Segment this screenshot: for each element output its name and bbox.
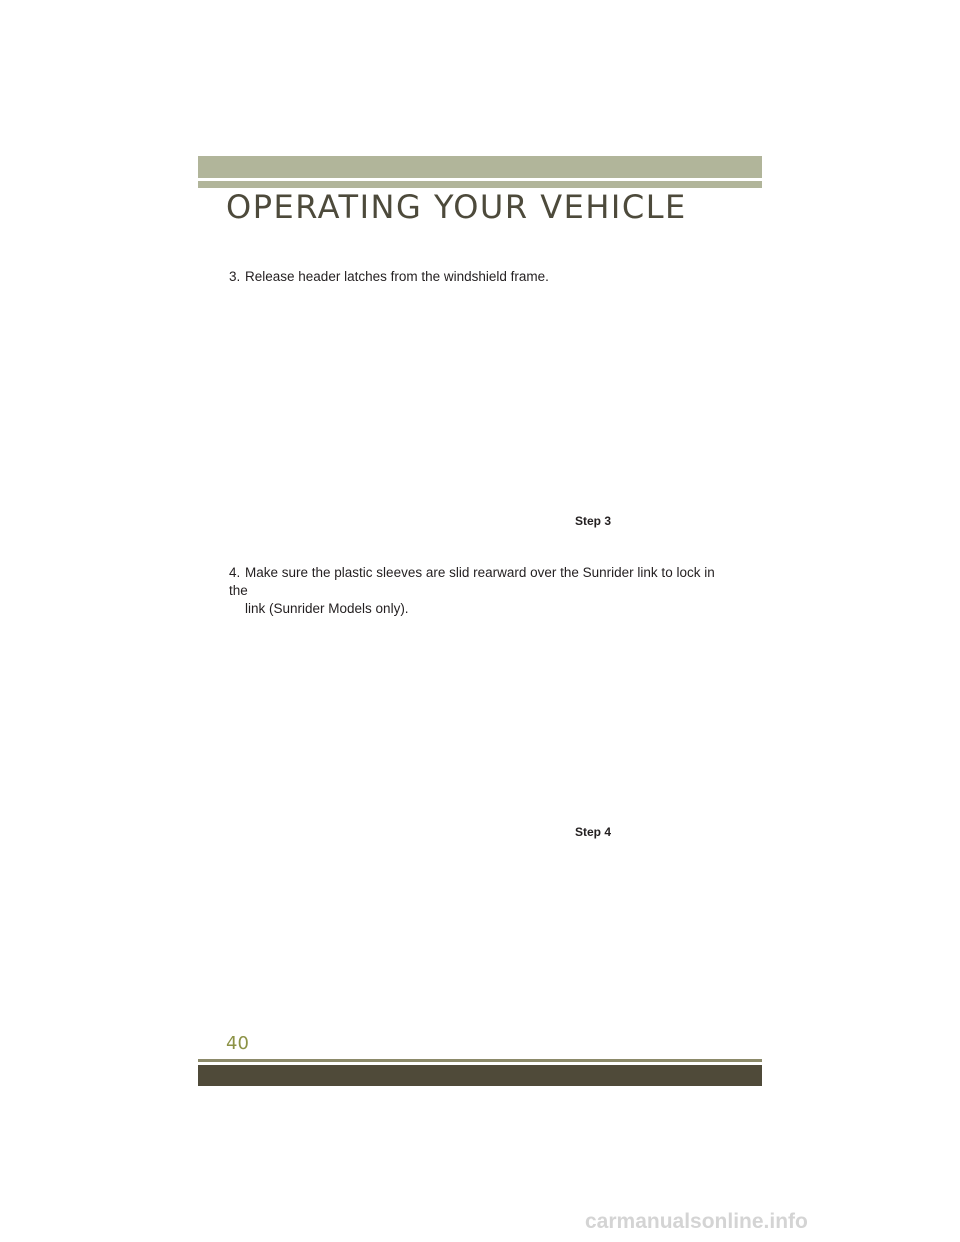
page-number: 40 xyxy=(226,1033,249,1054)
step-number: 3. xyxy=(229,269,241,284)
watermark-text: carmanualsonline.info xyxy=(585,1210,808,1233)
step-3-figure xyxy=(229,298,729,536)
header-rule xyxy=(198,181,762,188)
step-number: 4. xyxy=(229,565,241,580)
section-title: OPERATING YOUR VEHICLE xyxy=(226,188,687,226)
figure-caption-step-3: Step 3 xyxy=(575,514,612,528)
step-text-line-2: link (Sunrider Models only). xyxy=(245,601,409,616)
step-text-line-1: Make sure the plastic sleeves are slid rearward over the Sunrider link to lock in the xyxy=(229,565,715,598)
step-3-instruction xyxy=(229,268,729,286)
step-4-figure xyxy=(229,600,729,846)
header-band xyxy=(198,156,762,178)
footer-rule xyxy=(198,1059,762,1062)
footer-band xyxy=(198,1065,762,1086)
figure-caption-step-4: Step 4 xyxy=(575,825,612,839)
step-text: Release header latches from the windshield frame. xyxy=(245,269,549,284)
